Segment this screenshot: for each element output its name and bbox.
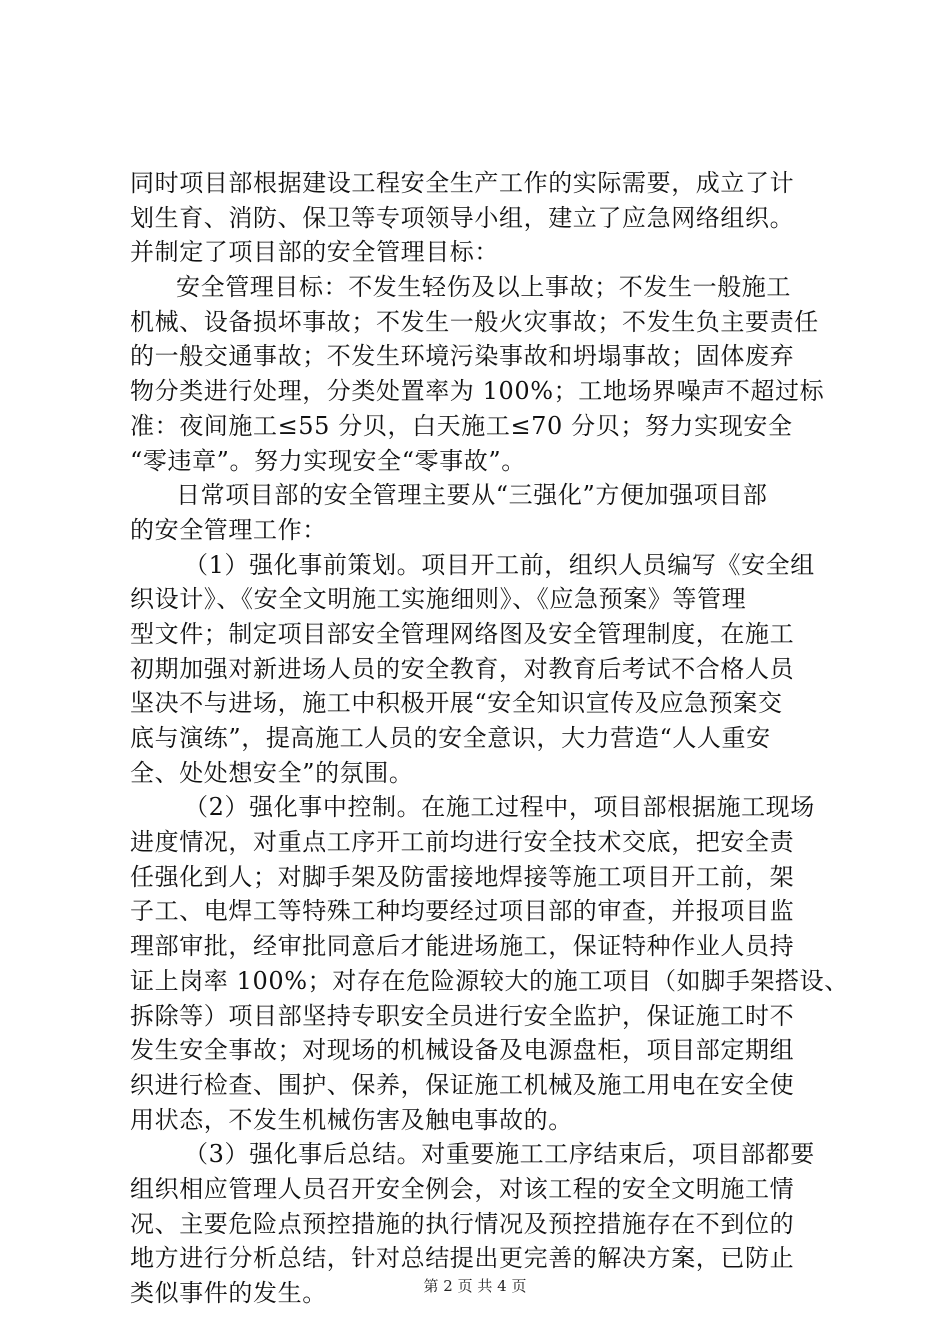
- page-number-footer: 第 2 页 共 4 页: [423, 1277, 527, 1295]
- text-line: 的一般交通事故；不发生环境污染事故和坍塌事故；固体废弃: [130, 342, 795, 371]
- text-line: 并制定了项目部的安全管理目标：: [130, 238, 499, 267]
- text-line: 况、主要危险点预控措施的执行情况及预控措施存在不到位的: [130, 1209, 795, 1238]
- paragraph-start-line: 日常项目部的安全管理主要从“三强化”方便加强项目部: [176, 481, 768, 510]
- text-line: 组织相应管理人员召开安全例会，对该工程的安全文明施工情: [130, 1174, 795, 1203]
- text-line: 子工、电焊工等特殊工种均要经过项目部的审查，并报项目监: [130, 897, 795, 926]
- paragraph-start-line: （2）强化事中控制。在施工过程中，项目部根据施工现场: [184, 793, 815, 822]
- text-line: 任强化到人；对脚手架及防雷接地焊接等施工项目开工前，架: [130, 862, 795, 891]
- text-line: 用状态，不发生机械伤害及触电事故的。: [130, 1105, 573, 1134]
- text-line: 机械、设备损坏事故；不发生一般火灾事故；不发生负主要责任: [130, 307, 819, 336]
- text-line: 织设计》、《安全文明施工实施细则》、《应急预案》等管理: [130, 585, 747, 614]
- text-line: 拆除等）项目部坚持专职安全员进行安全监护，保证施工时不: [130, 1001, 795, 1030]
- document-body: [130, 166, 849, 1311]
- text-line: 底与演练”，提高施工人员的安全意识，大力营造“人人重安: [130, 724, 771, 752]
- text-line: 坚决不与进场，施工中积极开展“安全知识宣传及应急预案交: [130, 689, 783, 718]
- text-line: 物分类进行处理，分类处置率为 100%；工地场界噪声不超过标: [130, 377, 825, 406]
- paragraph-start-line: 安全管理目标：不发生轻伤及以上事故；不发生一般施工: [176, 273, 791, 302]
- text-line: 全、处处想安全”的氛围。: [130, 758, 414, 787]
- text-line: 的安全管理工作：: [130, 515, 327, 544]
- text-line: 准：夜间施工≤55 分贝，白天施工≤70 分贝；努力实现安全: [130, 411, 793, 440]
- text-line: 地方进行分析总结，针对总结提出更完善的解决方案，已防止: [130, 1244, 795, 1273]
- text-line: 划生育、消防、保卫等专项领导小组，建立了应急网络组织。: [130, 203, 795, 232]
- text-line: 同时项目部根据建设工程安全生产工作的实际需要，成立了计: [130, 169, 795, 197]
- text-line: 理部审批，经审批同意后才能进场施工，保证特种作业人员持: [130, 932, 795, 961]
- text-line: 发生安全事故；对现场的机械设备及电源盘柜，项目部定期组: [130, 1036, 795, 1065]
- paragraph-start-line: （1）强化事前策划。项目开工前，组织人员编写《安全组: [184, 550, 815, 579]
- paragraph-start-line: （3）强化事后总结。对重要施工工序结束后，项目部都要: [184, 1140, 815, 1169]
- text-line: 初期加强对新进场人员的安全教育，对教育后考试不合格人员: [130, 654, 795, 683]
- text-line: 织进行检查、围护、保养，保证施工机械及施工用电在安全使: [130, 1070, 795, 1099]
- text-line: “零违章”。努力实现安全“零事故”。: [130, 446, 526, 475]
- text-line: 证上岗率 100%；对存在危险源较大的施工项目（如脚手架搭设、: [130, 966, 849, 995]
- text-line: 进度情况，对重点工序开工前均进行安全技术交底，把安全责: [130, 828, 795, 857]
- text-line: 类似事件的发生。: [130, 1279, 327, 1307]
- text-line: 型文件；制定项目部安全管理网络图及安全管理制度，在施工: [130, 619, 795, 648]
